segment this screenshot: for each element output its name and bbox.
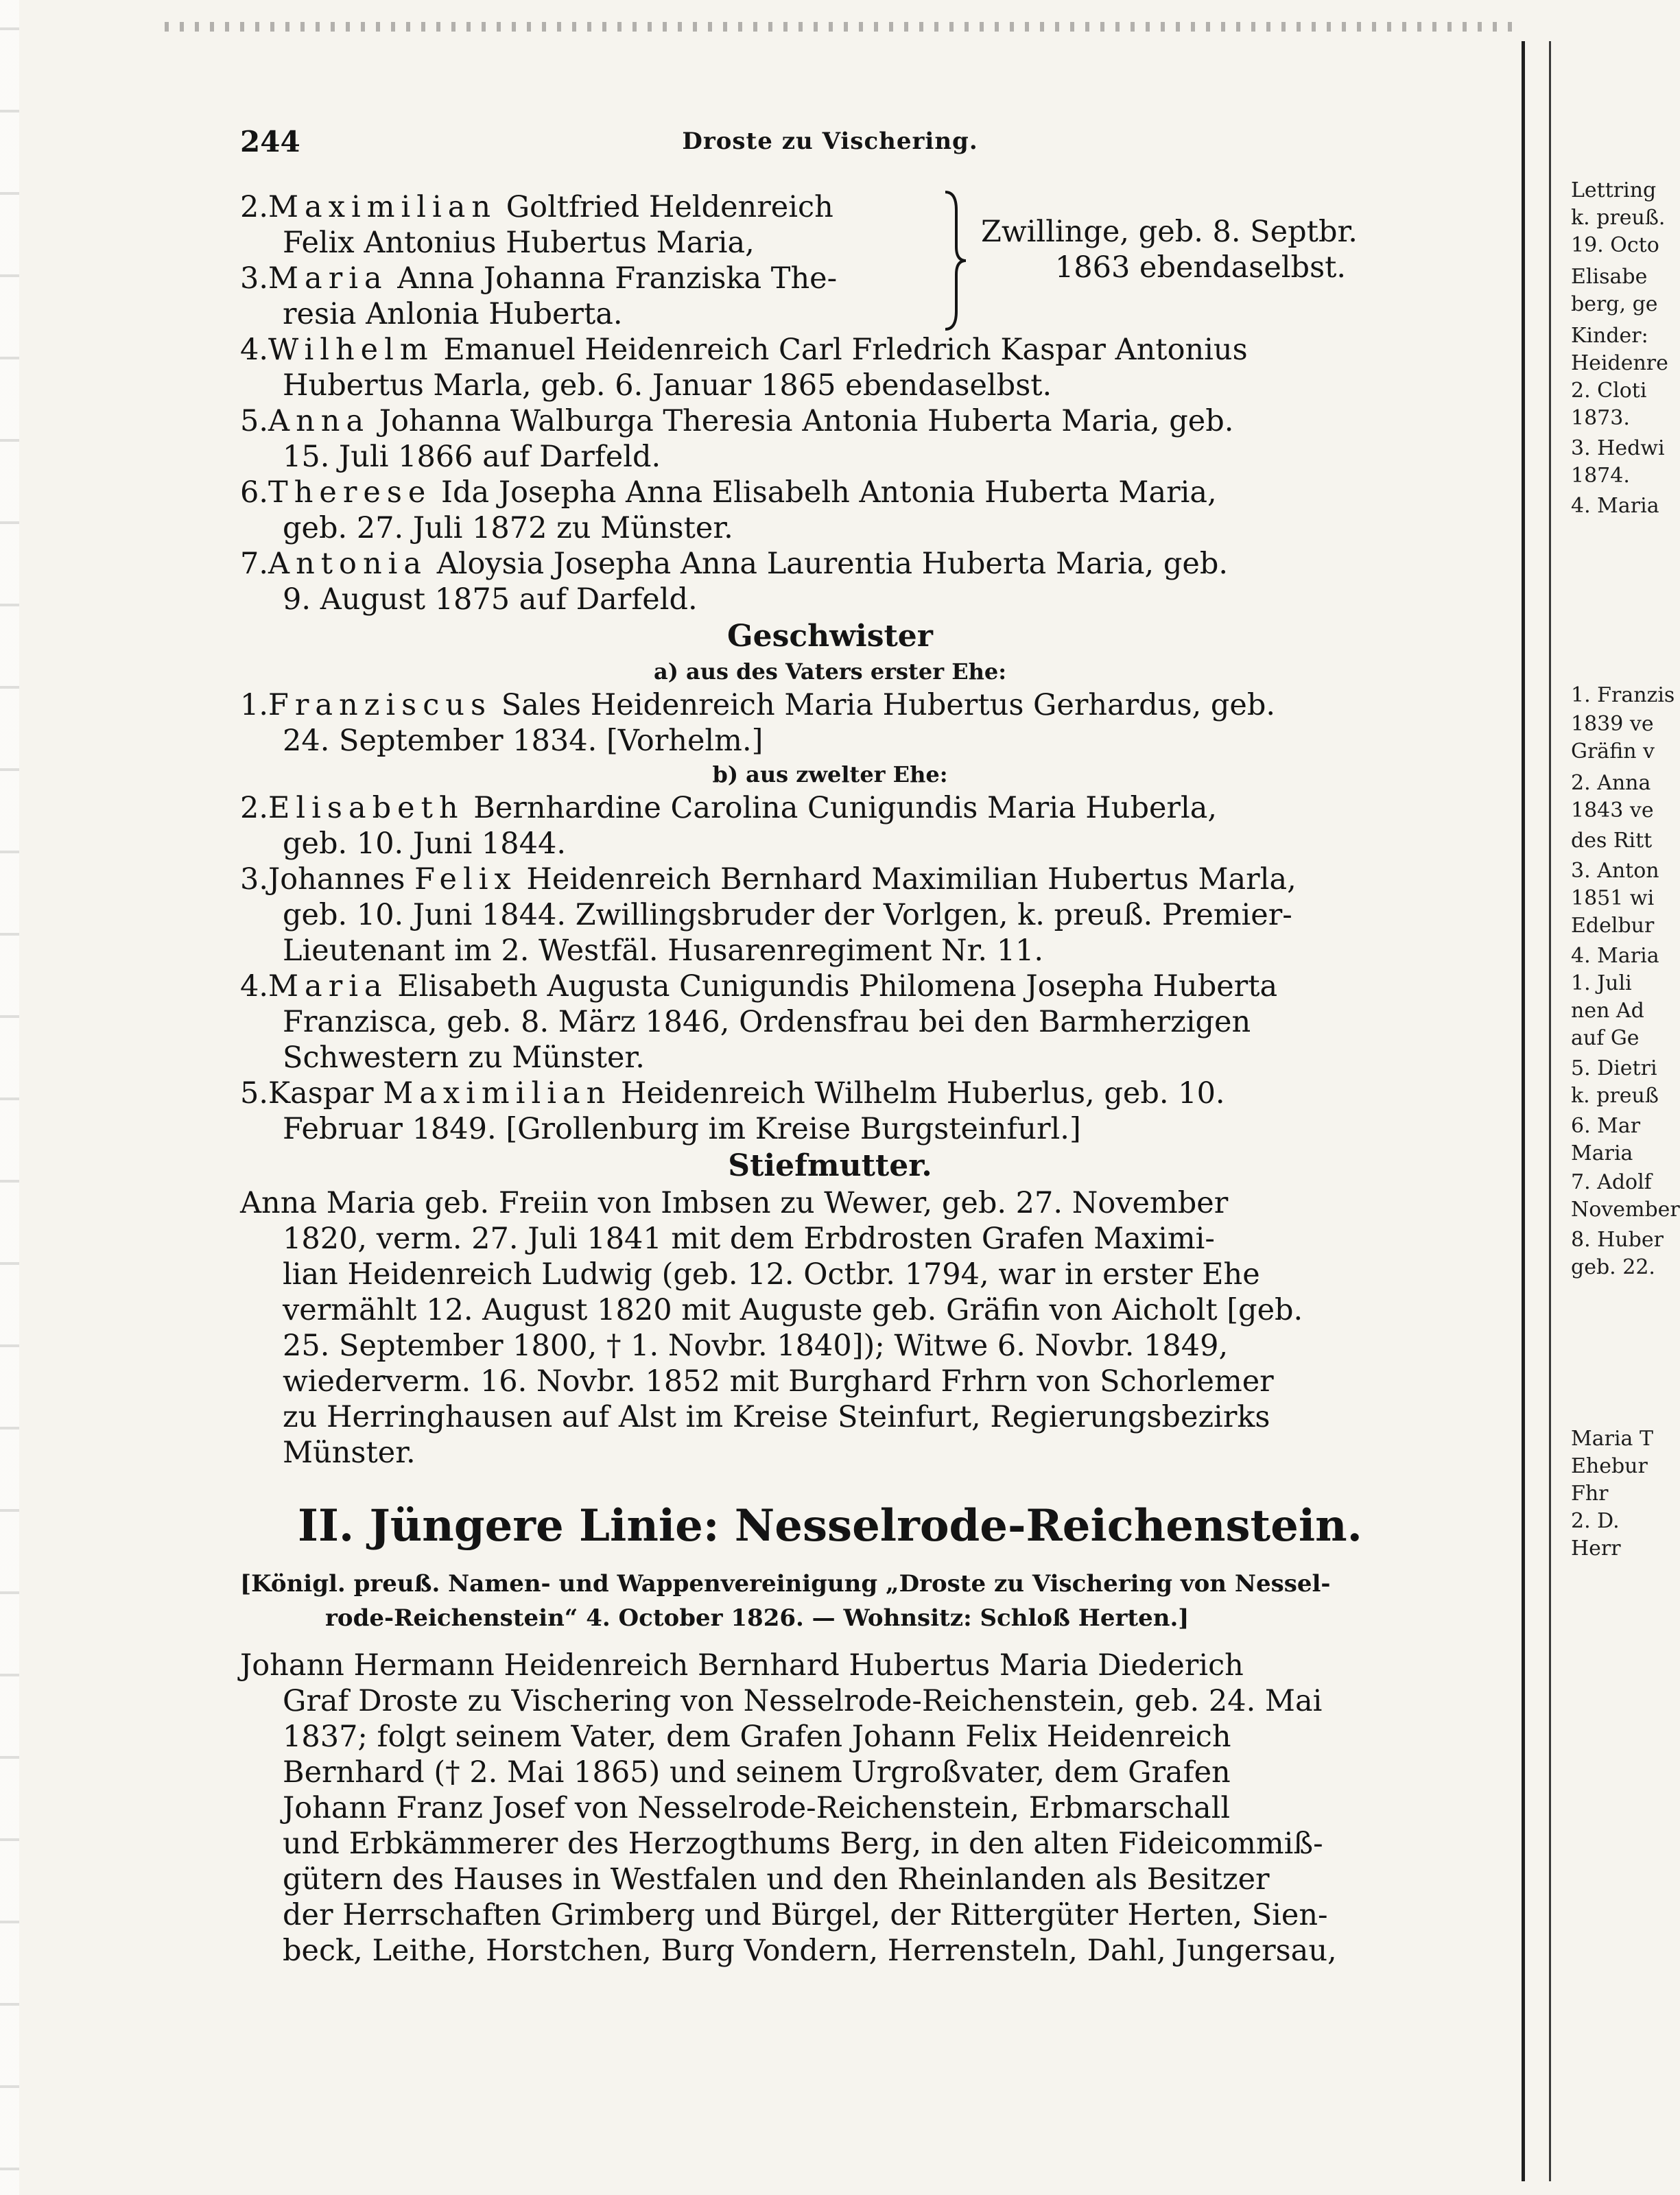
gutter-rule-inner <box>1549 41 1551 2181</box>
text-line: Anna Maria geb. Freiin von Imbsen zu Wewer, geb. 27. November <box>240 1186 1229 1220</box>
adjacent-page-fragment <box>1571 165 1680 2154</box>
sibling-entry: 4.Maria Elisabeth Augusta Cunigundis Philomena Josepha Huberta <box>240 969 1278 1004</box>
sibling-entry: 1.Franziscus Sales Heidenreich Maria Hubertus Gerhardus, geb. <box>240 688 1276 722</box>
twins-birth: Zwillinge, geb. 8. Septbr. 1863 ebendaselbst. <box>981 215 1358 285</box>
fragment-line: 1. Juli <box>1571 971 1632 995</box>
child-entry-cont: Hubertus Marla, geb. 6. Januar 1865 ebendaselbst. <box>283 368 1052 403</box>
child-entry: 5.Anna Johanna Walburga Theresia Antonia Huberta Maria, geb. <box>240 404 1234 438</box>
sibling-entry-cont: Februar 1849. [Grollenburg im Kreise Burgsteinfurl.] <box>283 1112 1081 1146</box>
fragment-line: 4. Maria <box>1571 944 1659 968</box>
sibling-entry-cont: Franzisca, geb. 8. März 1846, Ordensfrau bei den Barmherzigen <box>283 1005 1251 1039</box>
child-entry: 4.Wilhelm Emanuel Heidenreich Carl Frledrich Kaspar Antonius <box>240 333 1248 367</box>
fragment-line: Maria T <box>1571 1427 1653 1451</box>
fragment-line: 19. Octo <box>1571 233 1659 257</box>
text-line: der Herrschaften Grimberg und Bürgel, der Rittergüter Herten, Sien- <box>283 1898 1328 1932</box>
text-line: 1837; folgt seinem Vater, dem Grafen Johann Felix Heidenreich <box>283 1720 1231 1754</box>
fragment-line: k. preuß <box>1571 1084 1659 1108</box>
bracket-note: [Königl. preuß. Namen- und Wappenvereinigung „Droste zu Vischering von Nessel- rode-Reichenstein“ 4. October 1826. — Wohnsitz: Schloß Herten.] <box>240 1570 1331 1632</box>
twin-line: Felix Antonius Hubertus Maria, <box>283 226 755 260</box>
fragment-line: Gräfin v <box>1571 739 1655 763</box>
text-line: Graf Droste zu Vischering von Nesselrode-Reichenstein, geb. 24. Mai <box>283 1684 1323 1718</box>
twin-line: 2.Maximilian Goltfried Heldenreich <box>240 190 833 224</box>
fragment-line: auf Ge <box>1571 1026 1640 1050</box>
fragment-line: 2. Cloti <box>1571 379 1647 403</box>
fragment-line: 2. D. <box>1571 1509 1620 1533</box>
fragment-line: 1843 ve <box>1571 798 1654 822</box>
child-entry-cont: 9. August 1875 auf Darfeld. <box>283 582 698 617</box>
text-line: 25. September 1800, † 1. Novbr. 1840]); Witwe 6. Novbr. 1849, <box>283 1329 1229 1363</box>
sibling-entry: 5.Kaspar Maximilian Heidenreich Wilhelm Huberlus, geb. 10. <box>240 1076 1225 1111</box>
second-marriage-label: b) aus zwelter Ehe: <box>712 761 948 787</box>
text-line: zu Herringhausen auf Alst im Kreise Steinfurt, Regierungsbezirks <box>283 1400 1270 1434</box>
fragment-line: 7. Adolf <box>1571 1170 1652 1194</box>
sibling-entry-cont: Schwestern zu Münster. <box>283 1041 645 1075</box>
fragment-line: geb. 22. <box>1571 1255 1655 1279</box>
text-line: Münster. <box>283 1436 416 1470</box>
text-line: Bernhard († 2. Mai 1865) und seinem Urgroßvater, dem Grafen <box>283 1755 1231 1790</box>
section-title: II. Jüngere Linie: Nesselrode-Reichenstein. <box>298 1500 1362 1552</box>
fragment-line: Heidenre <box>1571 351 1668 375</box>
text-line: beck, Leithe, Horstchen, Burg Vondern, Herrensteln, Dahl, Jungersau, <box>283 1934 1337 1968</box>
fragment-line: Fhr <box>1571 1482 1609 1506</box>
twins-names <box>240 189 940 332</box>
fragment-line: Lettring <box>1571 178 1657 202</box>
sibling-entry: 3.Johannes Felix Heidenreich Bernhard Maximilian Hubertus Marla, <box>240 862 1297 897</box>
fragment-line: 1839 ve <box>1571 712 1654 736</box>
fragment-line: 1873. <box>1571 406 1630 430</box>
fragment-line: nen Ad <box>1571 999 1644 1023</box>
first-marriage-label: a) aus des Vaters erster Ehe: <box>653 658 1007 685</box>
fragment-line: November <box>1571 1198 1680 1222</box>
fragment-line: Elisabe <box>1571 265 1648 289</box>
fragment-line: 2. Anna <box>1571 771 1651 795</box>
text-line: 1820, verm. 27. Juli 1841 mit dem Erbdrosten Grafen Maximi- <box>283 1222 1215 1256</box>
siblings-heading: Geschwister <box>727 619 933 654</box>
sibling-entry-cont: geb. 10. Juni 1844. <box>283 827 567 861</box>
fragment-line: 4. Maria <box>1571 494 1659 518</box>
text-line: wiederverm. 16. Novbr. 1852 mit Burghard Frhrn von Schorlemer <box>283 1364 1274 1399</box>
twin-line: 3.Maria Anna Johanna Franziska The- <box>240 261 838 296</box>
curly-brace-icon <box>941 189 969 332</box>
child-entry: 7.Antonia Aloysia Josepha Anna Laurentia Huberta Maria, geb. <box>240 547 1229 581</box>
text-line: Johann Hermann Heidenreich Bernhard Hubertus Maria Diederich <box>240 1648 1244 1683</box>
text-line: und Erbkämmerer des Herzogthums Berg, in den alten Fideicommiß- <box>283 1827 1323 1861</box>
fragment-line: 5. Dietri <box>1571 1056 1657 1080</box>
johann-paragraph <box>240 1648 1420 1969</box>
fragment-line: 8. Huber <box>1571 1228 1664 1252</box>
fragment-line: berg, ge <box>1571 292 1658 316</box>
children-continued <box>240 332 1420 617</box>
fragment-line: Herr <box>1571 1536 1621 1561</box>
child-entry: 6.Therese Ida Josepha Anna Elisabelh Antonia Huberta Maria, <box>240 475 1217 510</box>
stepmother-paragraph <box>240 1185 1420 1471</box>
child-entry-cont: geb. 27. Juli 1872 zu Münster. <box>283 511 733 545</box>
page-header <box>240 125 1420 166</box>
fragment-line: Ehebur <box>1571 1454 1648 1478</box>
sibling-entry-cont: geb. 10. Juni 1844. Zwillingsbruder der Vorlgen, k. preuß. Premier- <box>283 898 1292 932</box>
fragment-line: Maria <box>1571 1141 1633 1165</box>
fragment-line: des Ritt <box>1571 829 1653 853</box>
fragment-line: 1874. <box>1571 464 1630 488</box>
sibling-entry-cont: Lieutenant im 2. Westfäl. Husarenregiment Nr. 11. <box>283 934 1044 968</box>
fragment-line: Kinder: <box>1571 324 1648 348</box>
text-line: gütern des Hauses in Westfalen und den Rheinlanden als Besitzer <box>283 1862 1270 1897</box>
fragment-line: 3. Anton <box>1571 859 1659 883</box>
fragment-line: 1851 wi <box>1571 886 1655 910</box>
main-text <box>240 189 1420 1969</box>
running-title: Droste zu Vischering. <box>682 128 978 155</box>
fragment-line: Edelbur <box>1571 914 1655 938</box>
scan-edge <box>0 0 19 2195</box>
scan-noise <box>165 22 1523 32</box>
sibling-entry: 2.Elisabeth Bernhardine Carolina Cunigundis Maria Huberla, <box>240 791 1218 825</box>
stepmother-heading: Stiefmutter. <box>728 1148 932 1183</box>
text-line: vermählt 12. August 1820 mit Auguste geb. Gräfin von Aicholt [geb. <box>283 1293 1303 1327</box>
fragment-line: 1. Franzis <box>1571 683 1675 707</box>
page-number: 244 <box>240 125 300 158</box>
fragment-line: 6. Mar <box>1571 1114 1641 1138</box>
twin-line: resia Anlonia Huberta. <box>283 297 623 331</box>
sibling-entry-cont: 24. September 1834. [Vorhelm.] <box>283 724 764 758</box>
gutter-rule <box>1522 41 1525 2181</box>
fragment-line: 3. Hedwi <box>1571 436 1665 460</box>
fragment-line: k. preuß. <box>1571 206 1666 230</box>
text-line: Johann Franz Josef von Nesselrode-Reichenstein, Erbmarschall <box>283 1791 1231 1825</box>
text-line: lian Heidenreich Ludwig (geb. 12. Octbr. 1794, war in erster Ehe <box>283 1257 1260 1292</box>
twins-entry <box>240 189 1420 332</box>
child-entry-cont: 15. Juli 1866 auf Darfeld. <box>283 440 661 474</box>
